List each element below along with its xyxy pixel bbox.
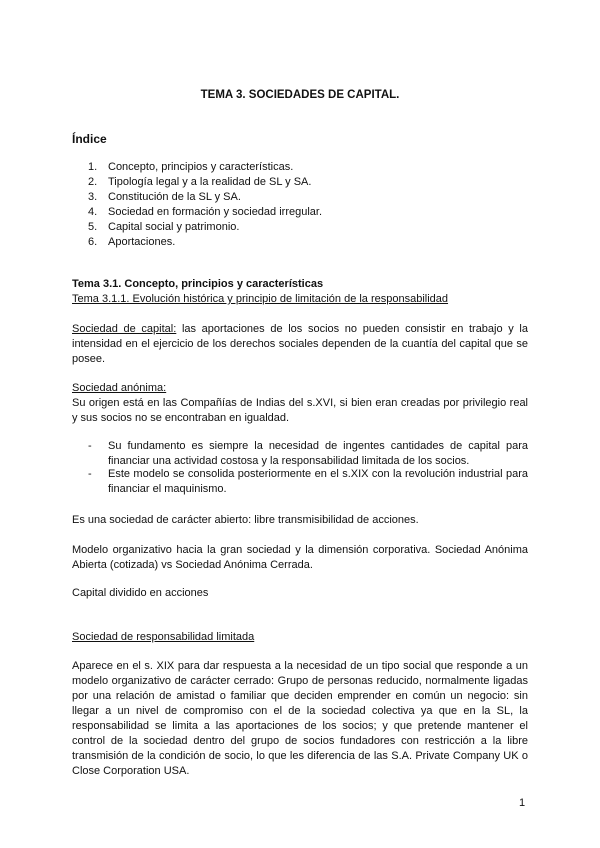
paragraph-capital-shares: Capital dividido en acciones bbox=[72, 587, 209, 599]
bullet-item bbox=[88, 439, 528, 469]
bullet-text: Su fundamento es siempre la necesidad de ingentes cantidades de capital para financiar una actividad costosa y la responsabilidad limitada de los socios. bbox=[108, 440, 528, 467]
bullet-item bbox=[88, 467, 528, 497]
index-item-number: 2. bbox=[88, 176, 98, 188]
bullet-dash: - bbox=[88, 468, 92, 480]
bullet-dash: - bbox=[88, 440, 92, 452]
index-item-number: 4. bbox=[88, 206, 98, 218]
paragraph-open-company: Es una sociedad de carácter abierto: libre transmisibilidad de acciones. bbox=[72, 514, 419, 526]
capital-text: las aportaciones de los socios no pueden consistir en trabajo y la intensidad en el ejercicio de los derechos sociales dependen de la cuantía del capital que se posee. bbox=[72, 323, 528, 365]
sa-heading: Sociedad anónima: bbox=[72, 382, 167, 394]
index-item-text: Tipología legal y a la realidad de SL y SA. bbox=[108, 176, 312, 188]
index-item bbox=[88, 235, 322, 250]
capital-definition bbox=[72, 322, 528, 367]
capital-term: Sociedad de capital: bbox=[72, 323, 177, 335]
page-number: 1 bbox=[519, 797, 526, 809]
index-item-text: Concepto, principios y características. bbox=[108, 161, 294, 173]
index-item bbox=[88, 220, 322, 235]
index-item-text: Sociedad en formación y sociedad irregular. bbox=[108, 206, 323, 218]
index-item-number: 1. bbox=[88, 161, 98, 173]
index-item bbox=[88, 160, 322, 175]
index-item-text: Aportaciones. bbox=[108, 236, 176, 248]
subsection-heading: Tema 3.1.1. Evolución histórica y principio de limitación de la responsabilidad bbox=[72, 293, 449, 305]
document-title: TEMA 3. SOCIEDADES DE CAPITAL. bbox=[200, 89, 400, 101]
index-heading: Índice bbox=[72, 132, 107, 146]
index-item-number: 5. bbox=[88, 221, 98, 233]
index-item bbox=[88, 175, 322, 190]
sl-heading: Sociedad de responsabilidad limitada bbox=[72, 631, 255, 643]
section-heading: Tema 3.1. Concepto, principios y características bbox=[72, 278, 324, 290]
sa-paragraph: Su origen está en las Compañías de Indias del s.XVI, si bien eran creadas por privilegio real y sus socios no se encontraban en igualdad. bbox=[72, 397, 528, 424]
index-item bbox=[88, 190, 322, 205]
index-item-number: 6. bbox=[88, 236, 98, 248]
index-item-number: 3. bbox=[88, 191, 98, 203]
index-item-text: Constitución de la SL y SA. bbox=[108, 191, 241, 203]
bullet-text: Este modelo se consolida posteriormente en el s.XIX con la revolución industrial para financiar el maquinismo. bbox=[108, 468, 528, 495]
index-list bbox=[88, 160, 322, 250]
sl-paragraph: Aparece en el s. XIX para dar respuesta a la necesidad de un tipo social que responde a un modelo organizativo de carácter cerrado: Grupo de personas reducido, normalmente ligadas por una relación de amistad o familiar que deciden emprender en común un negocio: sin llegar a un nivel de compromiso con el de la sociedad colectiva ya que en la SL, la responsabilidad se limita a las aportaciones de los socios; y que pretende mantener el control de la sociedad dentro del grupo de socios fundadores con restricción a la libre transmisión de la condición de socio, lo que les diferencia de las S.A. Private Company UK o Close Corporation USA. bbox=[72, 660, 528, 777]
index-item bbox=[88, 205, 322, 220]
paragraph-organizational-model: Modelo organizativo hacia la gran sociedad y la dimensión corporativa. Sociedad Anónima Abierta (cotizada) vs Sociedad Anónima Cerrada. bbox=[72, 544, 528, 571]
index-item-text: Capital social y patrimonio. bbox=[108, 221, 240, 233]
